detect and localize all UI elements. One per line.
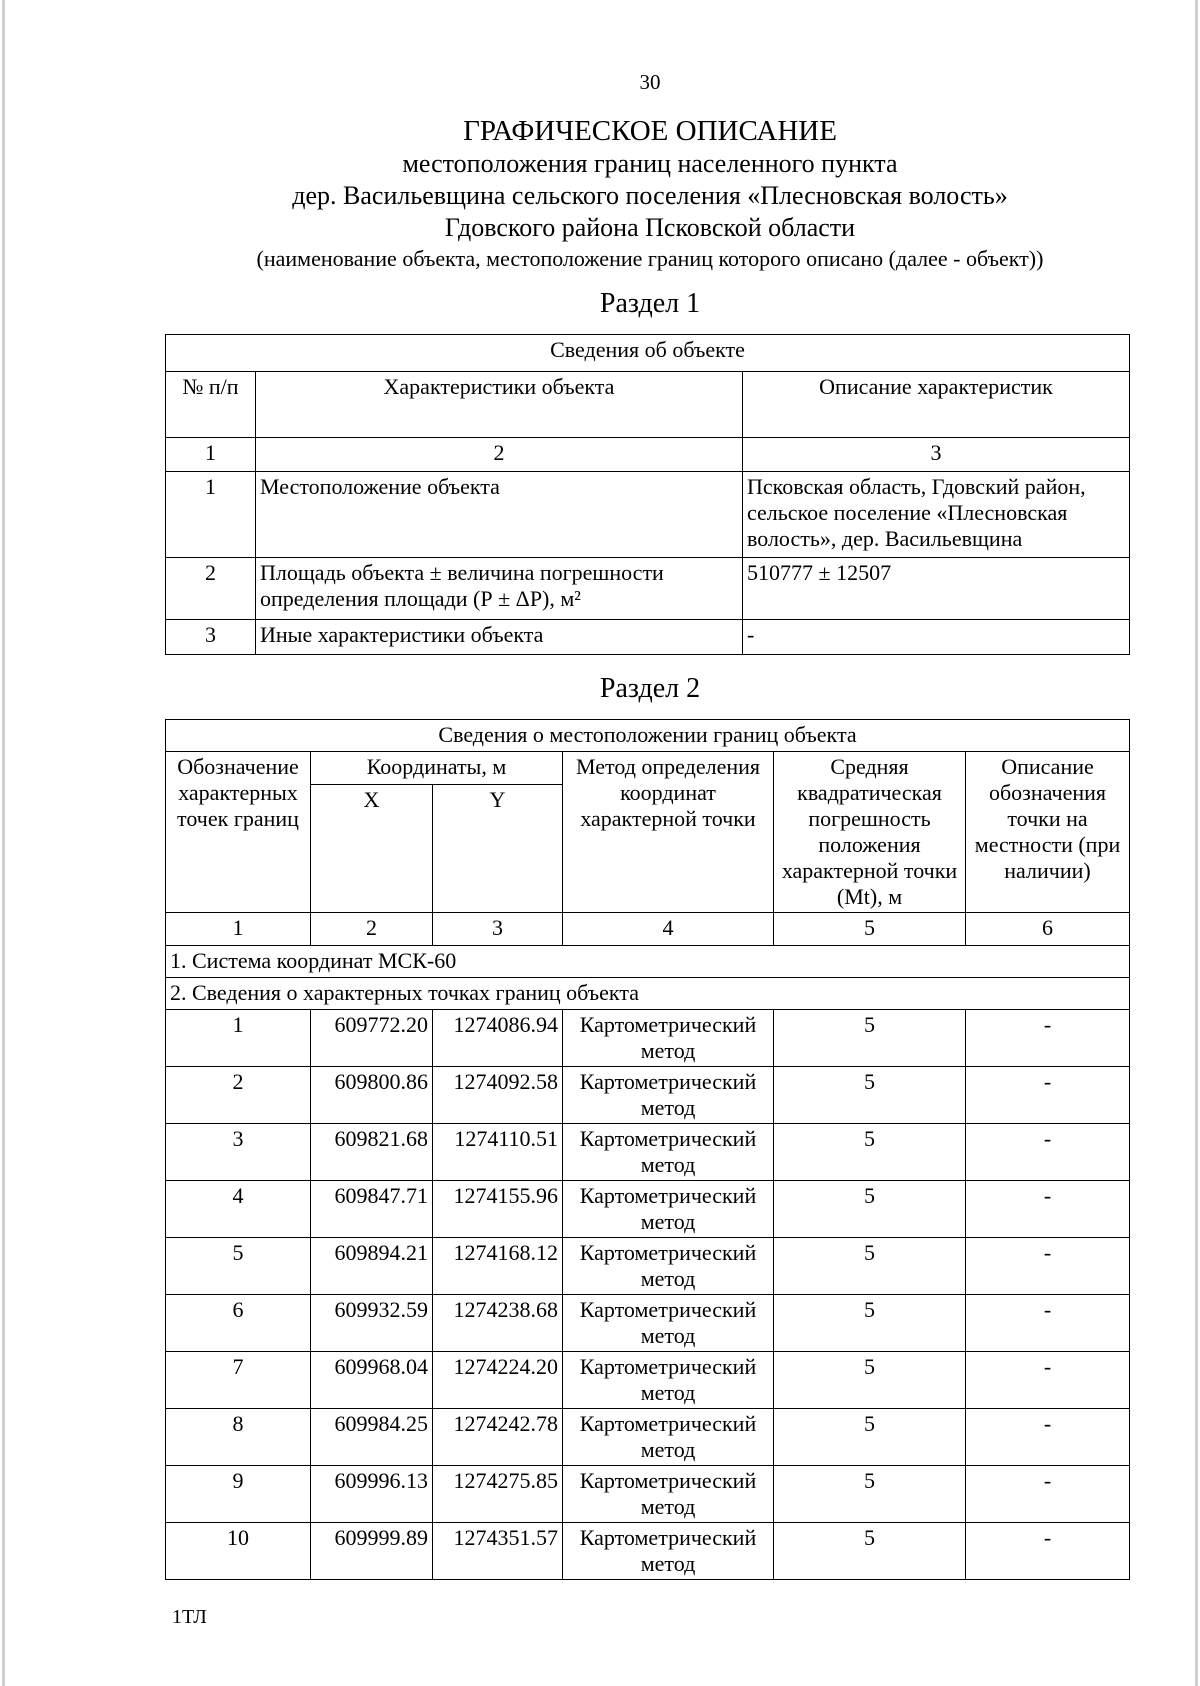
heading-line-2: дер. Васильевщина сельского поселения «Плесновская волость»	[292, 181, 1008, 210]
table-row	[166, 1295, 1130, 1352]
header-point: Обозначение характерных точек границ	[166, 752, 311, 913]
characteristic-name: Иные характеристики объекта	[256, 620, 743, 655]
header-number: № п/п	[166, 372, 256, 438]
point-number: 6	[166, 1295, 311, 1352]
table-row	[166, 1124, 1130, 1181]
table-row	[166, 1181, 1130, 1238]
coordinate-x: 609821.68	[311, 1124, 433, 1181]
table-row	[166, 1352, 1130, 1409]
coordinate-x: 609996.13	[311, 1466, 433, 1523]
method: Картометрический метод	[563, 1409, 774, 1466]
heading-line-3: Гдовского района Псковской области	[444, 213, 856, 242]
point-description: -	[966, 1295, 1130, 1352]
point-description: -	[966, 1238, 1130, 1295]
boundary-points-table	[165, 719, 1130, 1580]
boundary-table-title: Сведения о местоположении границ объекта	[166, 720, 1130, 752]
method: Картометрический метод	[563, 1067, 774, 1124]
coordinate-y: 1274092.58	[433, 1067, 563, 1124]
points-body	[166, 1010, 1130, 1580]
point-description: -	[966, 1181, 1130, 1238]
characteristic-value: -	[743, 620, 1130, 655]
row-number: 2	[166, 558, 256, 620]
coordinate-x: 609800.86	[311, 1067, 433, 1124]
col-number-6: 6	[966, 913, 1130, 946]
method: Картометрический метод	[563, 1352, 774, 1409]
coordinate-y: 1274238.68	[433, 1295, 563, 1352]
table-row	[166, 558, 1130, 620]
point-description: -	[966, 1010, 1130, 1067]
characteristic-name: Площадь объекта ± величина погрешности определения площади (Р ± ΔР), м²	[256, 558, 743, 620]
footer-mark: 1ТЛ	[172, 1606, 207, 1628]
characteristic-value: Псковская область, Гдовский район, сельское поселение «Плесновская волость», дер. Васильевщина	[743, 472, 1130, 558]
heading-line-1: местоположения границ населенного пункта	[402, 149, 898, 178]
coordinate-y: 1274086.94	[433, 1010, 563, 1067]
coordinate-x: 609984.25	[311, 1409, 433, 1466]
point-number: 5	[166, 1238, 311, 1295]
header-characteristic: Характеристики объекта	[256, 372, 743, 438]
table-row	[166, 1010, 1130, 1067]
header-point-description: Описание обозначения точки на местности (при наличии)	[966, 752, 1130, 913]
header-error: Средняя квадратическая погрешность положения характерной точки (Mt), м	[774, 752, 966, 913]
header-method: Метод определения координат характерной точки	[563, 752, 774, 913]
point-number: 2	[166, 1067, 311, 1124]
header-description: Описание характеристик	[743, 372, 1130, 438]
coordinate-x: 609999.89	[311, 1523, 433, 1580]
col-number-4: 4	[563, 913, 774, 946]
mean-error: 5	[774, 1124, 966, 1181]
col-number-1: 1	[166, 913, 311, 946]
point-number: 10	[166, 1523, 311, 1580]
mean-error: 5	[774, 1181, 966, 1238]
mean-error: 5	[774, 1238, 966, 1295]
table-row	[166, 1409, 1130, 1466]
document-heading	[0, 114, 1200, 274]
col-number-5: 5	[774, 913, 966, 946]
point-number: 4	[166, 1181, 311, 1238]
point-description: -	[966, 1067, 1130, 1124]
table-row	[166, 620, 1130, 655]
table-row	[166, 1067, 1130, 1124]
point-number: 8	[166, 1409, 311, 1466]
mean-error: 5	[774, 1409, 966, 1466]
object-info-table-title: Сведения об объекте	[166, 335, 1130, 372]
table-row	[166, 1238, 1130, 1295]
point-description: -	[966, 1124, 1130, 1181]
heading-note: (наименование объекта, местоположение границ которого описано (далее - объект))	[256, 246, 1044, 271]
table-row	[166, 472, 1130, 558]
col-number-3: 3	[433, 913, 563, 946]
coordinate-system: 1. Система координат МСК-60	[166, 946, 1130, 978]
coordinate-y: 1274168.12	[433, 1238, 563, 1295]
header-y: Y	[433, 784, 563, 912]
col-number-3: 3	[743, 438, 1130, 472]
method: Картометрический метод	[563, 1238, 774, 1295]
point-number: 9	[166, 1466, 311, 1523]
coordinate-y: 1274275.85	[433, 1466, 563, 1523]
method: Картометрический метод	[563, 1295, 774, 1352]
mean-error: 5	[774, 1067, 966, 1124]
section1-title: Раздел 1	[599, 288, 701, 319]
coordinate-x: 609772.20	[311, 1010, 433, 1067]
header-coordinates: Координаты, м	[311, 752, 563, 785]
mean-error: 5	[774, 1352, 966, 1409]
col-number-2: 2	[311, 913, 433, 946]
table-row	[166, 1466, 1130, 1523]
point-number: 7	[166, 1352, 311, 1409]
point-description: -	[966, 1466, 1130, 1523]
coordinate-y: 1274242.78	[433, 1409, 563, 1466]
method: Картометрический метод	[563, 1466, 774, 1523]
mean-error: 5	[774, 1523, 966, 1580]
mean-error: 5	[774, 1466, 966, 1523]
point-description: -	[966, 1409, 1130, 1466]
row-number: 1	[166, 472, 256, 558]
characteristic-value: 510777 ± 12507	[743, 558, 1130, 620]
table-row	[166, 1523, 1130, 1580]
point-description: -	[966, 1523, 1130, 1580]
col-number-2: 2	[256, 438, 743, 472]
point-number: 3	[166, 1124, 311, 1181]
row-number: 3	[166, 620, 256, 655]
method: Картометрический метод	[563, 1181, 774, 1238]
coordinate-x: 609932.59	[311, 1295, 433, 1352]
coordinate-y: 1274155.96	[433, 1181, 563, 1238]
method: Картометрический метод	[563, 1010, 774, 1067]
coordinate-x: 609894.21	[311, 1238, 433, 1295]
points-subtitle: 2. Сведения о характерных точках границ объекта	[166, 978, 1130, 1010]
method: Картометрический метод	[563, 1523, 774, 1580]
characteristic-name: Местоположение объекта	[256, 472, 743, 558]
point-number: 1	[166, 1010, 311, 1067]
coordinate-x: 609847.71	[311, 1181, 433, 1238]
section2-title: Раздел 2	[599, 673, 701, 704]
mean-error: 5	[774, 1010, 966, 1067]
coordinate-y: 1274351.57	[433, 1523, 563, 1580]
mean-error: 5	[774, 1295, 966, 1352]
coordinate-x: 609968.04	[311, 1352, 433, 1409]
object-info-table	[165, 334, 1130, 655]
col-number-1: 1	[166, 438, 256, 472]
page-number: 30	[639, 70, 661, 94]
coordinate-y: 1274110.51	[433, 1124, 563, 1181]
point-description: -	[966, 1352, 1130, 1409]
document-title: ГРАФИЧЕСКОЕ ОПИСАНИЕ	[463, 115, 837, 147]
method: Картометрический метод	[563, 1124, 774, 1181]
header-x: X	[311, 784, 433, 912]
coordinate-y: 1274224.20	[433, 1352, 563, 1409]
